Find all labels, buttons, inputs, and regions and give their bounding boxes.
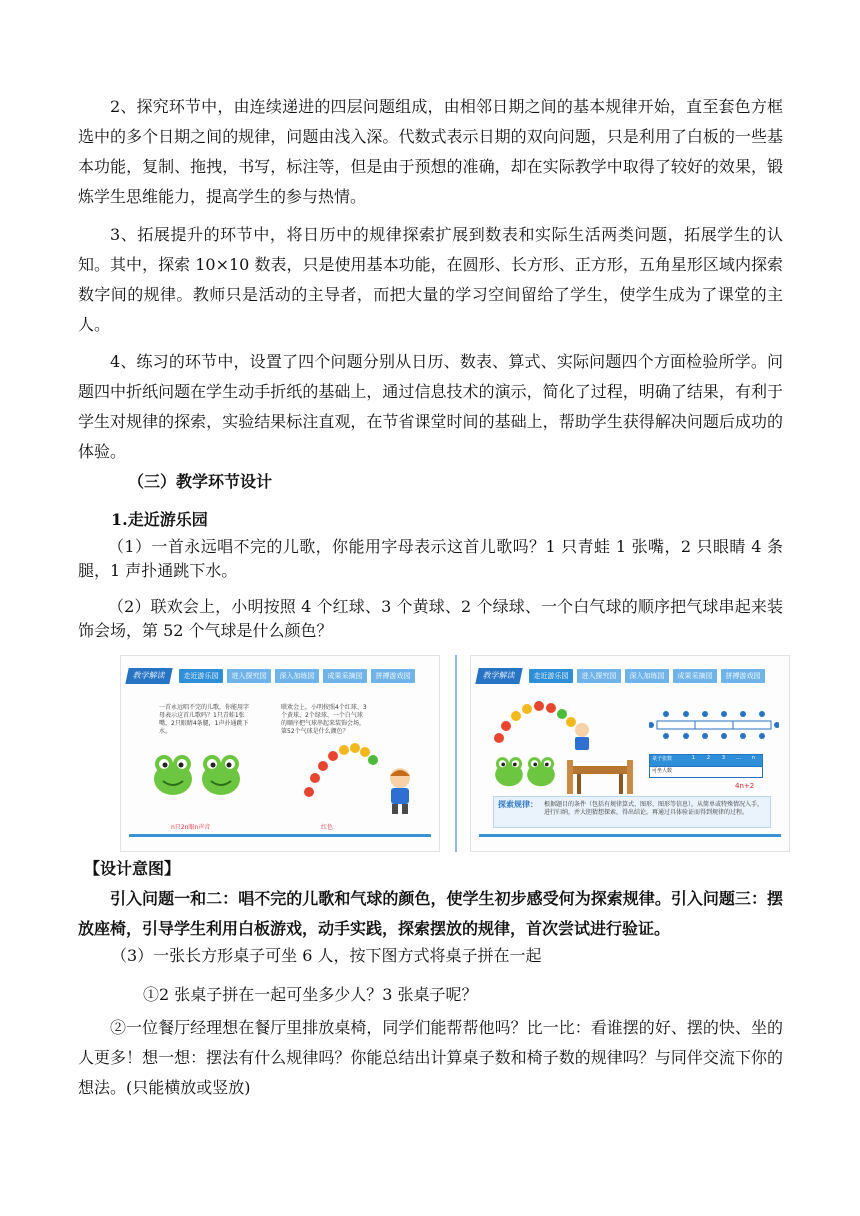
paragraph-explore: 2、探究环节中，由连续递进的四层问题组成，由相邻日期之间的基本规律开始，直至套色方框选中的多个日期之间的规律，问题由浅入深。代数式表示日期的双向问题，只是利用了白板的一些基本功能，复制、拖拽，书写，标注等，但是由于预想的准确，却在实际教学中取得了较好的效果，锻炼学生思维能力，提高学生的参与热情。 bbox=[78, 97, 783, 206]
tab-5: 拼搏游戏园 bbox=[721, 669, 765, 683]
tab-1: 走近游乐园 bbox=[179, 669, 223, 683]
caption-song: n只2n眼n声音 bbox=[171, 824, 211, 831]
paragraph-extend: 3、拓展提升的环节中，将日历中的规律探索扩展到数表和实际生活两类问题，拓展学生的认知。其中，探索 10×10 数表，只是使用基本功能，在圆形、长方形、正方形，五角星形区域内探索数字间的规律。教师只是活动的主导者，而把大量的学习空间留给了学生，使学生成为了课堂的主人。 bbox=[78, 225, 783, 334]
boy-icon bbox=[383, 766, 417, 816]
explore-text: 根据题目的条件（包括有规律算式、图形、图形等信息），从简单或特殊情况入手，进行归纳，并大胆猜想探索，得出结论，再通过具体验证而得到规律的过程。 bbox=[544, 801, 764, 816]
slide-left bbox=[120, 655, 440, 852]
design-intent-text: 引入问题一和二：唱不完的儿歌和气球的颜色，使学生初步感受何为探索规律。引入问题三：摆放座椅，引导学生利用白板游戏，动手实践，探索摆放的规律，首次尝试进行验证。 bbox=[78, 889, 783, 938]
table-row-label: 可坐人数 bbox=[652, 768, 673, 774]
balloon-arc bbox=[301, 734, 381, 804]
table-arrangement-diagram bbox=[649, 708, 779, 742]
frog-icon bbox=[493, 754, 525, 788]
tab-4: 成果采摘园 bbox=[673, 669, 717, 683]
slide-text-song: 一首永远唱不完的儿歌，你能用字母表示这首儿歌吗？1只青蛙1张嘴，2只眼睛4条腿，1声扑通跳下水。 bbox=[159, 704, 250, 735]
tab-2: 进入探究园 bbox=[227, 669, 271, 683]
table-header: 桌子张数 bbox=[652, 756, 673, 762]
slide-progress-bar bbox=[479, 834, 781, 837]
formula: 4n+2 bbox=[735, 782, 755, 790]
question-3-part-1: ①2 张桌子拼在一起可坐多少人？3 张桌子呢？ bbox=[143, 985, 478, 1004]
tab-4: 成果采摘园 bbox=[323, 669, 367, 683]
tab-5: 拼搏游戏园 bbox=[371, 669, 415, 683]
slide-text-balloon: 联欢会上，小明按照4个红球、3个黄球、2个绿球、一个白气球的顺序把气球串起来装饰会场，第52个气球是什么颜色？ bbox=[281, 704, 367, 735]
boy-icon bbox=[571, 722, 593, 752]
explore-box bbox=[493, 796, 771, 828]
slide-right bbox=[470, 655, 790, 852]
design-intent-title: 【设计意图】 bbox=[84, 859, 181, 878]
question-2: （2）联欢会上，小明按照 4 个红球、3 个黄球、2 个绿球、一个白气球的顺序把气球串起来装饰会场，第 52 个气球是什么颜色？ bbox=[78, 597, 783, 640]
question-3: （3）一张长方形桌子可坐 6 人，按下图方式将桌子拼在一起 bbox=[111, 946, 542, 965]
section-heading: （三）教学环节设计 bbox=[128, 472, 273, 491]
frog-icon bbox=[525, 754, 557, 788]
tab-1: 走近游乐园 bbox=[529, 669, 573, 683]
explore-label: 探索规律： bbox=[498, 800, 538, 809]
table-icon bbox=[565, 752, 635, 798]
slide-progress-bar bbox=[129, 834, 431, 837]
sub-heading: 1.走近游乐园 bbox=[111, 510, 208, 529]
question-3-part-2: ②一位餐厅经理想在餐厅里排放桌椅，同学们能帮帮他吗？比一比：看谁摆的好、摆的快、坐的人更多！想一想：摆法有什么规律吗？你能总结出计算桌子数和椅子数的规律吗？与同伴交流下你的想法。(只能横放或竖放) bbox=[78, 1018, 783, 1097]
table-count-table: 桌子张数 1 2 3 … n 可坐人数 bbox=[649, 754, 763, 778]
slide-tag: 教学解读 bbox=[125, 668, 172, 684]
frog-icon bbox=[151, 751, 195, 797]
tab-3: 深入加练园 bbox=[275, 669, 319, 683]
caption-balloon: 红色 bbox=[321, 824, 334, 831]
slide-divider bbox=[455, 655, 457, 852]
balloon-arc bbox=[491, 696, 581, 746]
frog-icon bbox=[199, 751, 243, 797]
question-1: （1）一首永远唱不完的儿歌，你能用字母表示这首儿歌吗？1 只青蛙 1 张嘴，2 只眼睛 4 条腿，1 声扑通跳下水。 bbox=[78, 537, 783, 580]
tab-3: 深入加练园 bbox=[625, 669, 669, 683]
slide-tag: 教学解读 bbox=[475, 668, 522, 684]
paragraph-practice: 4、练习的环节中，设置了四个问题分别从日历、数表、算式、实际问题四个方面检验所学。问题四中折纸问题在学生动手折纸的基础上，通过信息技术的演示，简化了过程，明确了结果，有利于学生对规律的探索，实验结果标注直观，在节省课堂时间的基础上，帮助学生获得解决问题后成功的体验。 bbox=[78, 352, 783, 461]
tab-2: 进入探究园 bbox=[577, 669, 621, 683]
